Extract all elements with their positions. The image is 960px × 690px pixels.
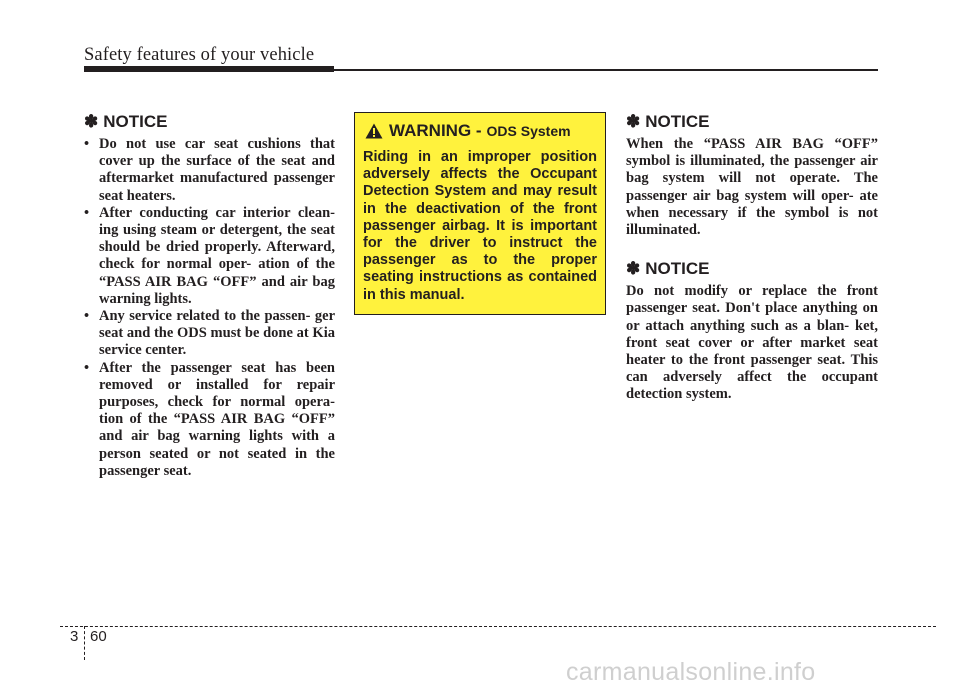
chapter-number: 3	[70, 628, 79, 645]
bullet-icon: •	[84, 308, 90, 325]
footer-divider	[60, 626, 936, 627]
notice-heading-text: NOTICE	[645, 259, 710, 279]
list-item	[84, 136, 335, 205]
notice-bullet-list	[84, 136, 335, 480]
watermark: carmanualsonline.info	[566, 658, 816, 686]
warning-header	[363, 121, 597, 141]
footer-vertical-divider	[84, 626, 85, 660]
list-item	[84, 205, 335, 308]
page-number: 60	[90, 628, 107, 645]
warning-box	[354, 112, 606, 315]
notice-heading-text: NOTICE	[645, 112, 710, 131]
notice-star-icon: ✽	[626, 112, 641, 131]
list-item-text: Any service related to the passen- ger seat and the ODS must be done at Kia service center.	[99, 308, 335, 359]
header-title: Safety features of your vehicle	[84, 45, 315, 65]
notice-left	[84, 112, 335, 480]
warning-text: Riding in an improper position adversely affects the Occupant Detection System and may result in the deactivation of the front passenger airbag. It is important for the driver to instruct the passenger as to the proper seating instructions as contained in this manual.	[363, 149, 597, 303]
warning-triangle-icon	[365, 123, 383, 139]
notice-heading-text: NOTICE	[103, 112, 168, 131]
warning-title: WARNING -	[389, 121, 482, 140]
bullet-icon: •	[84, 359, 90, 376]
warning-section	[354, 112, 606, 315]
notice-heading	[626, 259, 878, 279]
header-rule-thick	[84, 66, 334, 72]
notice-right	[626, 112, 878, 404]
header-rule-thin	[334, 69, 878, 71]
list-item	[84, 360, 335, 480]
list-item-text: Do not use car seat cushions that cover up the surface of the seat and aftermarket manufactured passenger seat heaters.	[99, 136, 335, 204]
notice-star-icon: ✽	[84, 112, 99, 131]
notice-star-icon: ✽	[626, 259, 641, 279]
bullet-icon: •	[84, 136, 90, 152]
notice-paragraph: When the “PASS AIR BAG “OFF” symbol is illuminated, the passenger air bag system will not operate. The passenger air bag system will oper- ate when necessary if the symbol is not illuminated.	[626, 136, 878, 239]
warning-subtitle: ODS System	[486, 123, 571, 139]
bullet-icon: •	[84, 204, 90, 221]
list-item	[84, 308, 335, 360]
list-item-text: After conducting car interior clean- ing using steam or detergent, the seat should be dried properly. Afterward, check for normal oper- ation of the “PASS AIR BAG “OFF” and air bag warning lights.	[99, 204, 335, 307]
notice-heading	[84, 112, 335, 132]
notice-paragraph: Do not modify or replace the front passenger seat. Don't place anything on or attach anything such as a blan- ket, front seat cover or after market seat heater to the front passenger seat. This can adversely affect the occupant detection system.	[626, 283, 878, 403]
list-item-text: After the passenger seat has been removed or installed for repair purposes, check for normal opera- tion of the “PASS AIR BAG “OFF” and air bag warning lights with a person seated or not seated in the passenger seat.	[99, 359, 335, 479]
notice-heading	[626, 112, 878, 132]
section-gap	[626, 239, 878, 259]
